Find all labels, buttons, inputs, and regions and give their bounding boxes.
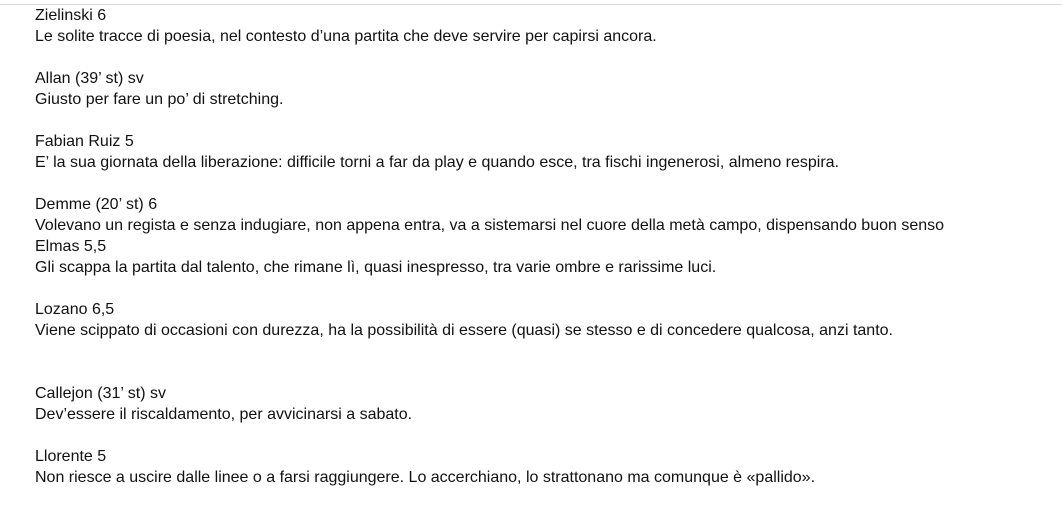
player-heading: Zielinski 6 xyxy=(35,7,107,24)
player-comment: Viene scippato di occasioni con durezza, ha la possibilità di essere (quasi) se stesso e di concedere qualcosa, anzi tanto. xyxy=(35,322,893,339)
player-heading: Fabian Ruiz 5 xyxy=(35,133,134,150)
rating-entry-allan xyxy=(35,68,1062,110)
rating-entry-fabian-ruiz xyxy=(35,131,1062,173)
rating-entry-callejon xyxy=(35,383,1062,425)
rating-entry-llorente xyxy=(35,446,1062,488)
player-heading: Demme (20’ st) 6 xyxy=(35,196,158,213)
player-heading: Llorente 5 xyxy=(35,448,107,465)
rating-entry-demme xyxy=(35,194,1062,236)
player-comment: Volevano un regista e senza indugiare, non appena entra, va a sistemarsi nel cuore della metà campo, dispensando buon senso xyxy=(35,217,945,234)
rating-entry-zielinski xyxy=(35,5,1062,47)
player-heading: Elmas 5,5 xyxy=(35,238,107,255)
rating-entry-lozano xyxy=(35,299,1062,341)
player-ratings-text xyxy=(35,5,1062,488)
player-comment: Non riesce a uscire dalle linee o a farsi raggiungere. Lo accerchiano, lo strattonano ma comunque è «pallido». xyxy=(35,469,816,486)
player-comment: Le solite tracce di poesia, nel contesto d’una partita che deve servire per capirsi ancora. xyxy=(35,28,657,45)
player-heading: Allan (39’ st) sv xyxy=(35,70,144,87)
player-comment: Giusto per fare un po’ di stretching. xyxy=(35,91,284,108)
player-heading: Callejon (31’ st) sv xyxy=(35,385,167,402)
player-comment: Dev’essere il riscaldamento, per avvicinarsi a sabato. xyxy=(35,406,413,423)
player-heading: Lozano 6,5 xyxy=(35,301,115,318)
player-comment: Gli scappa la partita dal talento, che rimane lì, quasi inespresso, tra varie ombre e rarissime luci. xyxy=(35,259,717,276)
rating-entry-elmas xyxy=(35,236,1062,278)
player-comment: E’ la sua giornata della liberazione: difficile torni a far da play e quando esce, tra fischi ingenerosi, almeno respira. xyxy=(35,154,840,171)
